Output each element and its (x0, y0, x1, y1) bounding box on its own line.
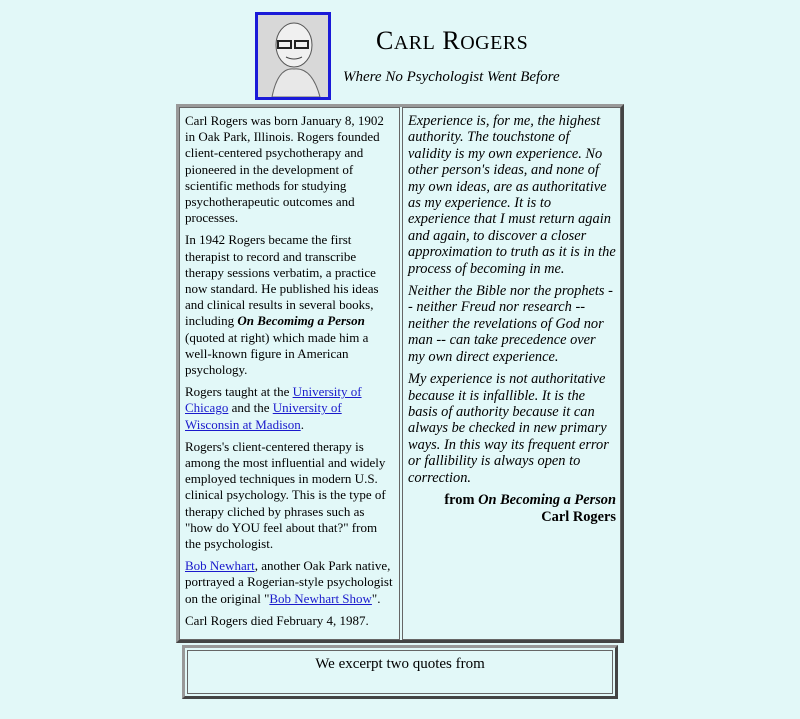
carl-rogers-portrait (255, 12, 331, 100)
bio-paragraph: In 1942 Rogers became the first therapist to record and transcribe therapy sessions verbatim, a practice now standard. He published his ideas and clinical results in several books, including On Becomimg a Person (quoted at right) which made him a well-known figure in American psychology. (185, 232, 379, 378)
book-title: On Becomimg a Person (237, 313, 365, 329)
quote-cell (402, 107, 621, 640)
bob-newhart-show-link[interactable]: Bob Newhart Show (269, 590, 372, 606)
quote-paragraph: Neither the Bible nor the prophets -- neither Freud nor research --neither the revelations of God nor man -- can take precedence over my own direct experience. (408, 283, 613, 365)
quote-paragraph: My experience is not authoritative because it is infallible. It is the basis of authority because it can always be checked in new primary ways. In this way its frequent error or fallibility is always open to correction. (408, 371, 609, 486)
content-table (176, 104, 624, 643)
page-subtitle: Where No Psychologist Went Before (343, 69, 560, 85)
biography-cell (179, 107, 400, 640)
bio-paragraph: Bob Newhart, another Oak Park native, portrayed a Rogerian-style psychologist on the original "Bob Newhart Show". (185, 558, 393, 606)
bio-paragraph: Rogers's client-centered therapy is among the most influential and widely employed techniques in modern U.S. clinical psychology. This is the type of therapy cliched by phrases such as "how do YOU feel about that?" from the psychologist. (185, 438, 386, 552)
quote-paragraph: Experience is, for me, the highest authority. The touchstone of validity is my own experience. No other person's ideas, and none of my own ideas, are as authoritative as my experience. It is to experience that I must return again and again, to discover a closer approximation to truth as it is in the process of becoming in me. (408, 113, 616, 277)
footer-table (182, 645, 618, 699)
main-content (176, 104, 624, 719)
page-title: CARL ROGERS (376, 26, 529, 55)
bio-paragraph: Carl Rogers was born January 8, 1902 in Oak Park, Illinois. Rogers founded client-centered psychotherapy and pioneered in the development of scientific methods for studying psychotherapeutic outcomes and processes. (185, 113, 384, 226)
university-of-wisconsin-link[interactable]: University of Wisconsin at Madison (185, 400, 342, 432)
bob-newhart-link[interactable]: Bob Newhart (185, 558, 255, 574)
quote-attribution: from On Becoming a Person Carl Rogers (444, 491, 616, 525)
page-header (255, 12, 575, 98)
bio-paragraph: Carl Rogers died February 4, 1987. (185, 612, 369, 628)
bio-paragraph: Rogers taught at the University of Chicago and the University of Wisconsin at Madison. (185, 384, 362, 432)
university-of-chicago-link[interactable]: University of Chicago (185, 384, 362, 416)
footer-text: We excerpt two quotes from (187, 650, 613, 694)
